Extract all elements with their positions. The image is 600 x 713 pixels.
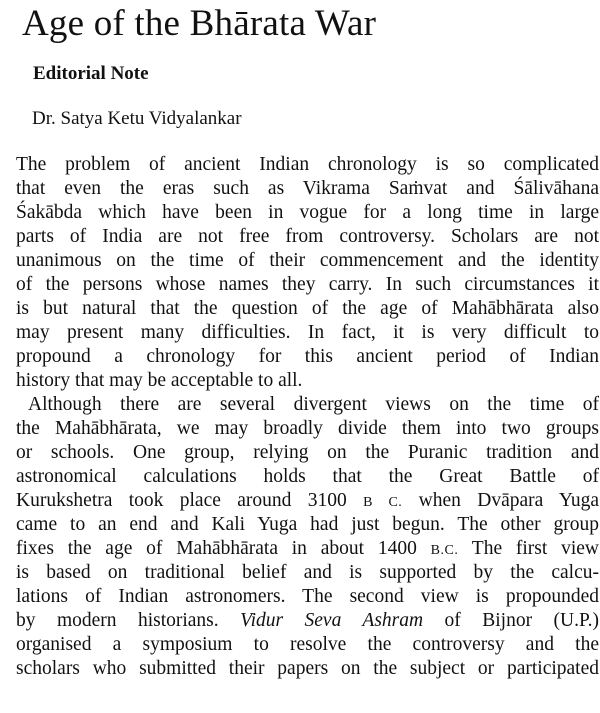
body-line: astronomical calculations holds that the Great Battle of bbox=[16, 466, 599, 487]
author-name: Dr. Satya Ketu Vidyalankar bbox=[32, 108, 242, 129]
body-line: Śakābda which have been in vogue for a long time in large bbox=[16, 202, 599, 223]
body-line: lations of Indian astronomers. The second view is propounded bbox=[16, 586, 599, 607]
body-line-text: when Dvāpara Yuga bbox=[418, 490, 599, 511]
body-line-composite bbox=[16, 609, 599, 633]
section-label: Editorial Note bbox=[33, 63, 149, 84]
era-abbrev: B.C. bbox=[430, 543, 459, 558]
body-line: or schools. One group, relying on the Puranic tradition and bbox=[16, 442, 599, 463]
body-line-text: by modern historians. bbox=[16, 610, 219, 631]
body-line: that even the eras such as Vikrama Saṁvat and Śālivāhana bbox=[16, 178, 599, 199]
article-body bbox=[16, 153, 599, 681]
era-abbrev: B C. bbox=[363, 495, 403, 510]
body-line: scholars who submitted their papers on the subject or participated bbox=[16, 658, 599, 679]
body-line-composite bbox=[16, 537, 599, 561]
body-line-text: fixes the age of Mahābhārata in about 1400 bbox=[16, 538, 417, 559]
body-line: is but natural that the question of the age of Mahābhārata also bbox=[16, 298, 599, 319]
paragraph-2 bbox=[16, 393, 599, 681]
body-line: the Mahābhārata, we may broadly divide them into two groups bbox=[16, 418, 599, 439]
italic-org-name: Vidur Seva Ashram bbox=[240, 610, 424, 631]
body-line: The problem of ancient Indian chronology is so complicated bbox=[16, 154, 599, 175]
body-line: propound a chronology for this ancient period of Indian bbox=[16, 346, 599, 367]
body-line-text: The first view bbox=[471, 538, 599, 559]
body-line: Although there are several divergent views on the time of bbox=[28, 394, 599, 415]
article-title: Age of the Bhārata War bbox=[22, 3, 377, 44]
body-line: is based on traditional belief and is supported by the calcu- bbox=[16, 562, 599, 583]
body-line: unanimous on the time of their commencement and the identity bbox=[16, 250, 599, 271]
body-line: came to an end and Kali Yuga had just begun. The other group bbox=[16, 514, 599, 535]
body-line-text: of Bijnor (U.P.) bbox=[444, 610, 600, 631]
body-line: may present many difficulties. In fact, it is very difficult to bbox=[16, 322, 599, 343]
body-line: history that may be acceptable to all. bbox=[16, 370, 303, 391]
body-line: of the persons whose names they carry. In such circumstances it bbox=[16, 274, 599, 295]
body-line-text: Kurukshetra took place around 3100 bbox=[16, 490, 347, 511]
paragraph-1 bbox=[16, 153, 599, 393]
body-line-composite bbox=[16, 489, 599, 513]
body-line: organised a symposium to resolve the controversy and the bbox=[16, 634, 599, 655]
body-line: parts of India are not free from controversy. Scholars are not bbox=[16, 226, 599, 247]
